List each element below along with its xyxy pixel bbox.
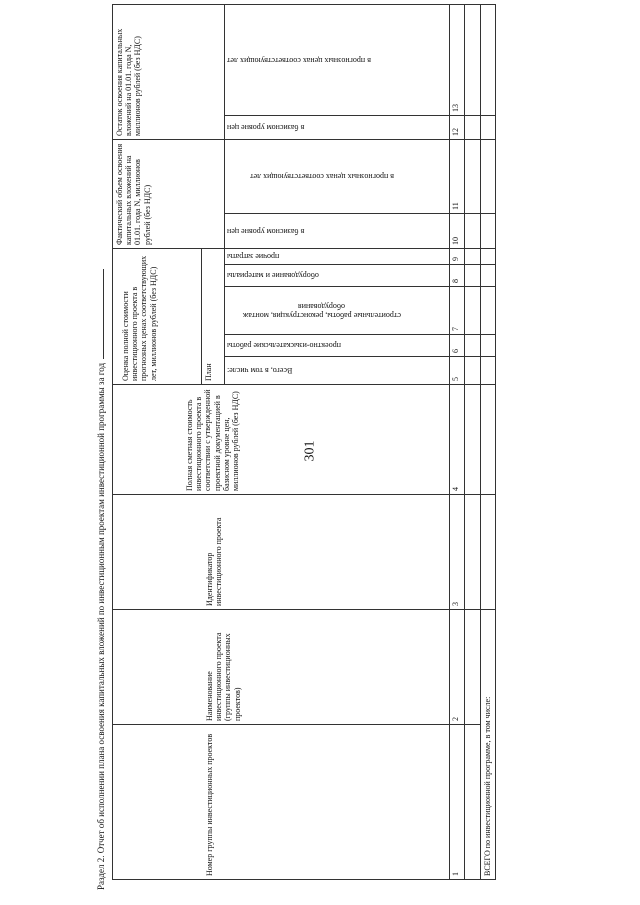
column-number: 2 [450, 610, 465, 725]
header-project-id: Идентификатор инвестиционного проекта [113, 495, 450, 610]
empty-row [465, 4, 480, 879]
column-number: 11 [450, 139, 465, 213]
header-actual-group: Фактический объем освоения капитальных вложений на 01.01. года N, миллионов рублей (без НДС) [113, 139, 225, 248]
column-numbers-row [450, 4, 465, 879]
header-plan: План [201, 248, 225, 384]
year-blank-line [103, 269, 104, 359]
column-number: 7 [450, 287, 465, 335]
total-row-label: ВСЕГО по инвестиционной программе, в том числе: [480, 610, 495, 880]
column-number: 8 [450, 265, 465, 287]
total-row [480, 4, 495, 879]
column-number: 1 [450, 725, 465, 880]
column-number: 3 [450, 495, 465, 610]
header-full-cost: Полная сметная стоимость инвестиционного проекта в соответствии с утвержденной проектной документацией в базисном уровне цен, миллионов рублей (без НДС) [113, 385, 450, 495]
header-construction-works: строительные работы, реконструкция, монтаж оборудования [225, 287, 450, 335]
header-actual-base: в базисном уровне цен [225, 213, 450, 248]
column-number: 5 [450, 357, 465, 385]
header-equipment: оборудование и материалы [225, 265, 450, 287]
header-remaining-forecast: в прогнозных ценах соответствующих лет [225, 4, 450, 115]
section-title-text: Раздел 2. Отчет об исполнении плана освоения капитальных вложений по инвестиционным проектам инвестиционной программы за год [96, 362, 106, 890]
investment-report-table [112, 4, 496, 880]
header-group-number: Номер группы инвестиционных проектов [113, 725, 450, 880]
section-title [96, 269, 106, 890]
column-number: 10 [450, 213, 465, 248]
header-other-costs: прочие затраты [225, 248, 450, 264]
column-number: 4 [450, 385, 465, 495]
header-design-works: проектно-изыскательские работы [225, 335, 450, 357]
header-project-name: Наименование инвестиционного проекта (группы инвестиционных проектов) [113, 610, 450, 725]
column-number: 9 [450, 248, 465, 264]
page-number: 301 [302, 440, 318, 462]
column-number: 13 [450, 4, 465, 115]
header-total: Всего, в том числе: [225, 357, 450, 385]
column-number: 12 [450, 115, 465, 139]
header-plan-group: Оценка полной стоимости инвестиционного проекта в прогнозных ценах соответствующих лет, миллионов рублей (без НДС) [113, 248, 202, 384]
column-number: 6 [450, 335, 465, 357]
header-remaining-base: в базисном уровне цен [225, 115, 450, 139]
header-actual-forecast: в прогнозных ценах соответствующих лет [225, 139, 450, 213]
header-remaining-group: Остаток освоения капитальных вложений на 01.01. года N, миллионов рублей (без НДС) [113, 4, 225, 139]
